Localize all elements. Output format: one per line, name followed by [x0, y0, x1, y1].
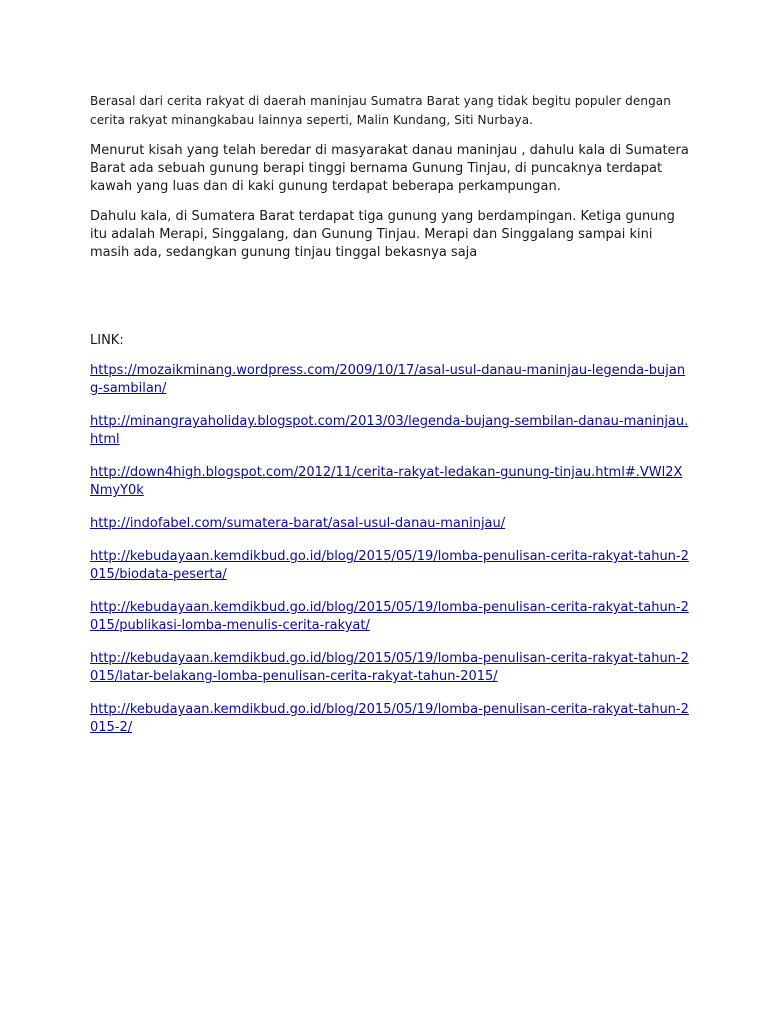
link-item [90, 362, 690, 398]
link-item [90, 515, 690, 533]
reference-link-1[interactable]: https://mozaikminang.wordpress.com/2009/10/17/asal-usul-danau-maninjau-legenda-bujang-sambilan/ [90, 363, 686, 396]
body-paragraph-1: Menurut kisah yang telah beredar di masyarakat danau maninjau , dahulu kala di Sumatera Barat ada sebuah gunung berapi tinggi bernama Gunung Tinjau, di puncaknya terdapat kawah yang luas dan di kaki gunung terdapat beberapa perkampungan. [90, 143, 689, 194]
document-content [90, 92, 690, 752]
intro-paragraph: Berasal dari cerita rakyat di daerah maninjau Sumatra Barat yang tidak begitu populer dengan cerita rakyat minangkabau lainnya seperti, Malin Kundang, Siti Nurbaya. [90, 94, 671, 127]
link-item [90, 599, 690, 635]
reference-link-5[interactable]: http://kebudayaan.kemdikbud.go.id/blog/2015/05/19/lomba-penulisan-cerita-rakyat-tahun-2015/biodata-peserta/ [90, 549, 689, 582]
link-section-label: LINK: [90, 333, 124, 348]
link-item [90, 548, 690, 584]
body-paragraph-2: Dahulu kala, di Sumatera Barat terdapat tiga gunung yang berdampingan. Ketiga gunung itu adalah Merapi, Singgalang, dan Gunung Tinjau. Merapi dan Singgalang sampai kini masih ada, sedangkan gunung tinjau tinggal bekasnya saja [90, 209, 675, 260]
reference-link-8[interactable]: http://kebudayaan.kemdikbud.go.id/blog/2015/05/19/lomba-penulisan-cerita-rakyat-tahun-2015-2/ [90, 702, 689, 735]
reference-link-7[interactable]: http://kebudayaan.kemdikbud.go.id/blog/2015/05/19/lomba-penulisan-cerita-rakyat-tahun-2015/latar-belakang-lomba-penulisan-cerita-rakyat-tahun-2015/ [90, 651, 689, 684]
reference-link-2[interactable]: http://minangrayaholiday.blogspot.com/2013/03/legenda-bujang-sembilan-danau-maninjau.html [90, 414, 689, 447]
link-item [90, 701, 690, 737]
link-item [90, 413, 690, 449]
reference-link-4[interactable]: http://indofabel.com/sumatera-barat/asal-usul-danau-maninjau/ [90, 516, 506, 531]
spacer [90, 274, 690, 332]
link-list [90, 362, 690, 737]
link-item [90, 464, 690, 500]
reference-link-6[interactable]: http://kebudayaan.kemdikbud.go.id/blog/2015/05/19/lomba-penulisan-cerita-rakyat-tahun-2015/publikasi-lomba-menulis-cerita-rakyat/ [90, 600, 689, 633]
link-item [90, 650, 690, 686]
reference-link-3[interactable]: http://down4high.blogspot.com/2012/11/cerita-rakyat-ledakan-gunung-tinjau.html#.VWl2XNmyY0k [90, 465, 683, 498]
